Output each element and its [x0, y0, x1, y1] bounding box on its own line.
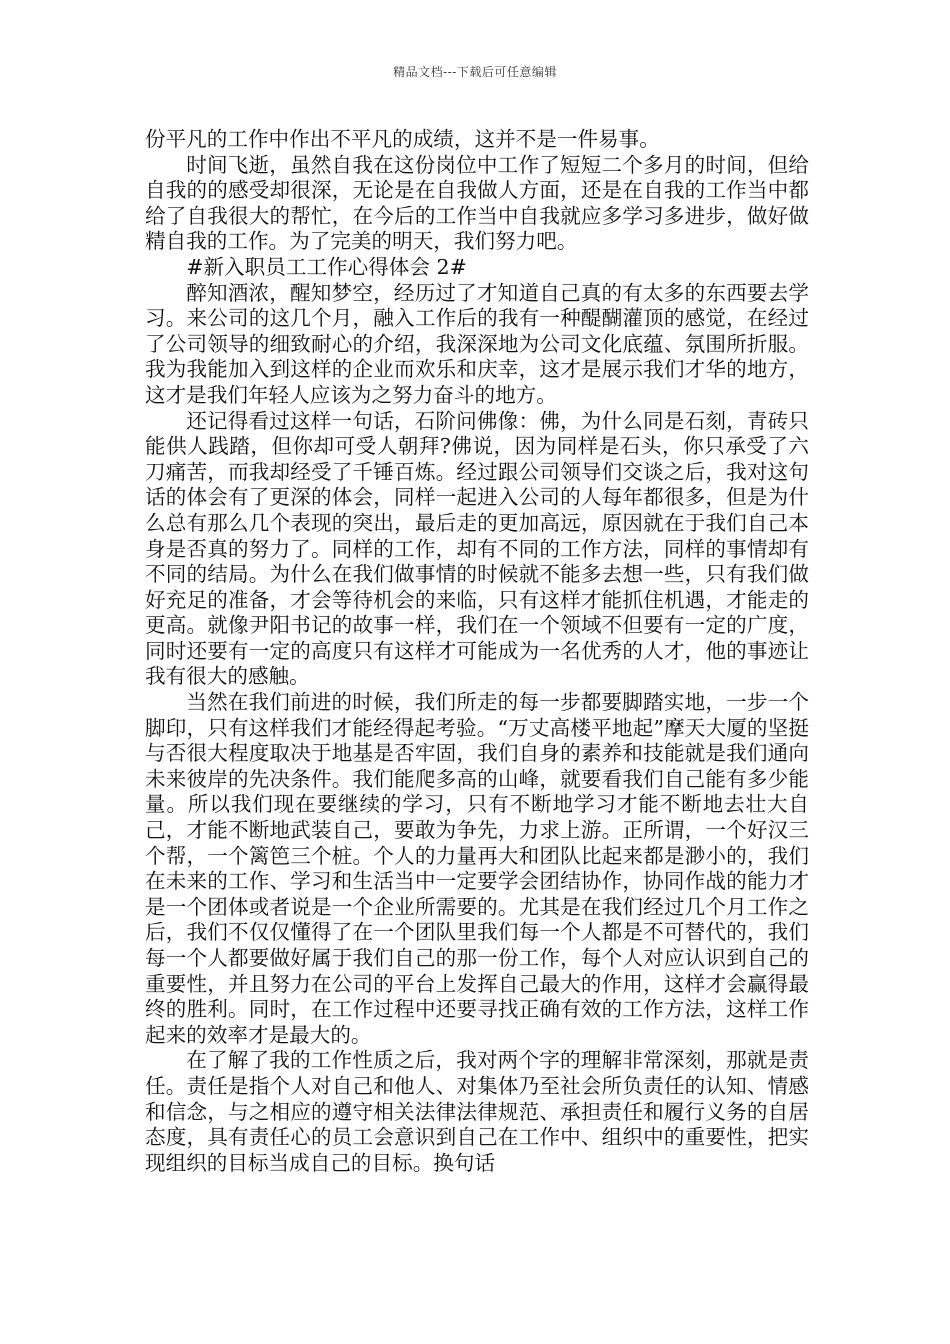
paragraph: 醉知酒浓，醒知梦空，经历过了才知道自己真的有太多的东西要去学习。来公司的这几个月，融入工作后的我有一种醍醐灌顶的感觉，在经过了公司领导的细致耐心的介绍，我深深地为公司文化底蕴、氛围所折服。我为我能加入到这样的企业而欢乐和庆幸，这才是展示我们才华的地方，这才是我们年轻人应该为之努力奋斗的地方。: [145, 280, 809, 407]
paragraph: 时间飞逝，虽然自我在这份岗位中工作了短短二个多月的时间，但给自我的的感受却很深，无论是在自我做人方面，还是在自我的工作当中都给了自我很大的帮忙，在今后的工作当中自我就应多学习多进步，做好做精自我的工作。为了完美的明天，我们努力吧。: [145, 152, 809, 254]
section-heading: #新入职员工工作心得体会 2#: [186, 254, 467, 279]
paragraph: 当然在我们前进的时候，我们所走的每一步都要脚踏实地，一步一个脚印，只有这样我们才能经得起考验。“万丈高楼平地起”摩天大厦的坚挺与否很大程度取决于地基是否牢固，我们自身的素养和技能就是我们通向未来彼岸的先决条件。我们能爬多高的山峰，就要看我们自己能有多少能量。所以我们现在要继续的学习，只有不断地学习才能不断地去壮大自己，才能不断地武装自己，要敢为争先，力求上游。正所谓，一个好汉三个帮，一个篱笆三个桩。个人的力量再大和团队比起来都是渺小的，我们在未来的工作、学习和生活当中一定要学会团结协作，协同作战的能力才是一个团体或者说是一个企业所需要的。尤其是在我们经过几个月工作之后，我们不仅仅懂得了在一个团队里我们每一个人都是不可替代的，我们每一个人都要做好属于我们自己的那一份工作，每个人对应认识到自己的重要性，并且努力在公司的平台上发挥自己最大的作用，这样才会赢得最终的胜利。同时，在工作过程中还要寻找正确有效的工作方法，这样工作起来的效率才是最大的。: [145, 690, 809, 1047]
paragraph: 份平凡的工作中作出不平凡的成绩，这并不是一件易事。: [145, 127, 660, 151]
paragraph: 还记得看过这样一句话，石阶问佛像：佛，为什么同是石刻，青砖只能供人践踏，但你却可受人朝拜?佛说，因为同样是石头，你只承受了六刀痛苦，而我却经受了千锤百炼。经过跟公司领导们交谈之后，我对这句话的体会有了更深的体会，同样一起进入公司的人每年都很多，但是为什么总有那么几个表现的突出，最后走的更加高远，原因就在于我们自己本身是否真的努力了。同样的工作，却有不同的工作方法，同样的事情却有不同的结局。为什么在我们做事情的时候就不能多去想一些，只有我们做好充足的准备，才会等待机会的来临，只有这样才能抓住机遇，才能走的更高。就像尹阳书记的故事一样，我们在一个领域不但要有一定的广度，同时还要有一定的高度只有这样才可能成为一名优秀的人才，他的事迹让我有很大的感触。: [145, 408, 809, 689]
paragraph: 在了解了我的工作性质之后，我对两个字的理解非常深刻，那就是责任。责任是指个人对自己和他人、对集体乃至社会所负责任的认知、情感和信念，与之相应的遵守相关法律法律规范、承担责任和履行义务的自居态度，具有责任心的员工会意识到自己在工作中、组织中的重要性，把实现组织的目标当成自己的目标。换句话: [145, 1048, 809, 1175]
document-body: [145, 127, 809, 1176]
page-header: 精品文档---下载后可任意编辑: [393, 65, 557, 79]
